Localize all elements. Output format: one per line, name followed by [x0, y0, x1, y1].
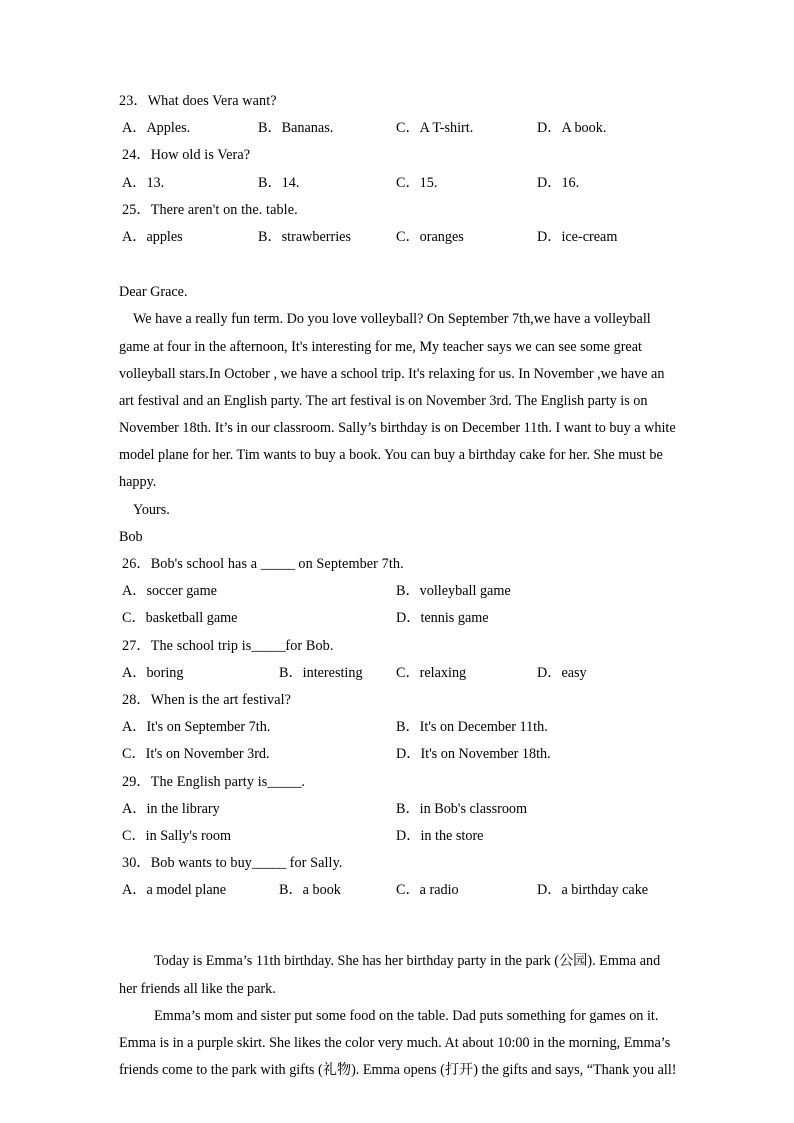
option-text: 13.: [146, 174, 165, 191]
letter-body-line: model plane for her. Tim wants to buy a book. You can buy a birthday cake for her. She must be: [119, 447, 663, 464]
option-letter: C．: [396, 120, 420, 137]
question-30-option-c[interactable]: [396, 877, 459, 904]
option-text: Apples.: [146, 120, 191, 137]
question-23-number: 23．: [119, 93, 148, 109]
question-30-option-d[interactable]: [537, 877, 648, 904]
question-28-options-row2: [119, 741, 684, 768]
option-text: boring: [146, 664, 184, 681]
option-text: interesting: [302, 664, 363, 681]
question-29-text-after: .: [301, 773, 305, 790]
question-29-text-before: The English party is: [150, 773, 268, 790]
emma-paragraph2-line: Emma is in a purple skirt. She likes the color very much. At about 10:00 in the morning, Emma’s: [119, 1035, 671, 1051]
question-24-stem: [119, 142, 684, 169]
question-26-text-after: on September 7th.: [294, 556, 404, 572]
question-26-options-row1: [119, 578, 684, 605]
option-text: a book: [302, 882, 341, 899]
option-letter: D．: [396, 746, 421, 763]
letter-signature: Bob: [119, 528, 143, 545]
question-29-options-row1: [119, 796, 684, 823]
question-27-text-before: The school trip is: [150, 637, 252, 654]
option-letter: D．: [537, 664, 562, 681]
question-26-option-b[interactable]: [396, 578, 511, 605]
question-27-option-d[interactable]: [537, 660, 587, 687]
option-letter: A．: [122, 664, 147, 681]
letter-passage: [119, 279, 676, 551]
question-30-text-before: Bob wants to buy: [150, 855, 252, 872]
question-27-option-c[interactable]: [396, 660, 466, 687]
question-26-number: 26．: [122, 556, 151, 572]
option-text: a birthday cake: [561, 882, 649, 899]
emma-paragraph2-line: friends come to the park with gifts (礼物). Emma opens (打开) the gifts and says, “Thank you all!: [119, 1062, 677, 1079]
question-26-blank: _____: [260, 556, 295, 572]
question-28-option-c[interactable]: [122, 741, 270, 768]
option-letter: D．: [537, 228, 562, 245]
option-text: It's on December 11th.: [419, 719, 548, 736]
option-text: basketball game: [145, 610, 238, 627]
question-23-option-d[interactable]: [537, 115, 606, 142]
option-text: apples: [146, 228, 183, 245]
question-27-blank: _____: [251, 637, 286, 654]
question-24-number: 24．: [122, 147, 151, 164]
question-28-number: 28．: [122, 691, 151, 708]
question-24-text: How old is Vera?: [150, 147, 251, 164]
emma-passage: [119, 948, 677, 1084]
question-27-stem: [119, 633, 684, 660]
option-text: easy: [561, 664, 587, 681]
question-24-option-d[interactable]: [537, 170, 579, 197]
question-29-option-a[interactable]: [122, 796, 220, 823]
option-text: in Sally's room: [145, 827, 231, 844]
option-letter: B．: [396, 719, 420, 736]
emma-paragraph2-line: Emma’s mom and sister put some food on the table. Dad puts something for games on it.: [154, 1007, 659, 1024]
question-27-text-after: for Bob.: [285, 637, 334, 654]
question-28-option-a[interactable]: [122, 714, 270, 741]
question-24-option-c[interactable]: [396, 170, 437, 197]
option-text: ice-cream: [561, 228, 618, 245]
question-24-option-a[interactable]: [122, 170, 164, 197]
option-letter: A．: [122, 228, 147, 245]
question-23-text: What does Vera want?: [147, 93, 277, 109]
question-27-option-b[interactable]: [279, 660, 363, 687]
question-25-stem: [119, 197, 684, 224]
option-text: relaxing: [419, 664, 467, 681]
option-letter: A．: [122, 120, 147, 137]
question-30-stem: [119, 850, 684, 877]
option-text: in Bob's classroom: [419, 800, 528, 817]
question-26-options-row2: [119, 605, 684, 632]
option-text: in the store: [420, 827, 484, 844]
option-text: It's on November 3rd.: [145, 746, 270, 763]
option-letter: C．: [396, 174, 420, 191]
emma-paragraph1-line: Today is Emma’s 11th birthday. She has her birthday party in the park (公园). Emma and: [154, 953, 661, 970]
option-letter: D．: [396, 827, 421, 844]
option-letter: C．: [122, 827, 146, 844]
option-letter: A．: [122, 882, 147, 899]
question-29-options-row2: [119, 823, 684, 850]
question-26-option-a[interactable]: [122, 578, 217, 605]
option-text: Bananas.: [281, 120, 334, 137]
letter-body-line: game at four in the afternoon, It's interesting for me, My teacher says we can see some great: [119, 338, 642, 355]
option-text: oranges: [419, 228, 464, 245]
option-letter: B．: [396, 800, 420, 817]
option-letter: D．: [396, 610, 421, 627]
option-text: volleyball game: [419, 583, 511, 600]
option-text: 15.: [419, 174, 438, 191]
letter-body-line: We have a really fun term. Do you love volleyball? On September 7th,we have a volleyball: [133, 311, 651, 328]
question-28-option-d[interactable]: [396, 741, 551, 768]
letter-salutation: Dear Grace.: [119, 284, 188, 301]
option-letter: B．: [396, 583, 420, 600]
letter-body-line: art festival and an English party. The art festival is on November 3rd. The English party is on: [119, 392, 648, 409]
question-25-option-d[interactable]: [537, 224, 617, 251]
option-text: It's on November 18th.: [420, 746, 551, 763]
question-23-options: [119, 115, 684, 142]
question-30-number: 30．: [122, 855, 151, 872]
option-letter: D．: [537, 120, 562, 137]
option-letter: D．: [537, 882, 562, 899]
question-30-option-b[interactable]: [279, 877, 341, 904]
question-25-number: 25．: [122, 201, 151, 218]
question-25-options: [119, 224, 684, 251]
question-30-text-after: for Sally.: [285, 855, 343, 872]
question-28-text-before: When is the art festival?: [150, 691, 292, 708]
question-30-options: [119, 877, 684, 904]
option-text: 16.: [561, 174, 580, 191]
letter-body-line: November 18th. It’s in our classroom. Sally’s birthday is on December 11th. I want to buy a white: [119, 420, 676, 437]
question-28-options-row1: [119, 714, 684, 741]
question-29-option-c[interactable]: [122, 823, 231, 850]
question-24-options: [119, 170, 684, 197]
emma-paragraph1-line: her friends all like the park.: [119, 980, 276, 997]
question-29-option-d[interactable]: [396, 823, 483, 850]
letter-closing: Yours.: [133, 501, 170, 518]
question-25-option-b[interactable]: [258, 224, 351, 251]
question-29-option-b[interactable]: [396, 796, 527, 823]
option-text: A T-shirt.: [419, 120, 474, 137]
option-letter: C．: [122, 746, 146, 763]
question-27-option-a[interactable]: [122, 660, 183, 687]
section-spacer-1: [119, 251, 684, 279]
question-27-options: [119, 660, 684, 687]
question-25-option-a[interactable]: [122, 224, 183, 251]
question-29-blank: _____: [267, 773, 302, 790]
option-letter: C．: [396, 882, 420, 899]
option-text: tennis game: [420, 610, 489, 627]
option-text: soccer game: [146, 583, 217, 600]
option-letter: D．: [537, 174, 562, 191]
option-text: A book.: [561, 120, 607, 137]
option-letter: B．: [258, 174, 282, 191]
option-letter: B．: [258, 228, 282, 245]
option-text: in the library: [146, 800, 220, 817]
question-30-option-a[interactable]: [122, 877, 226, 904]
option-letter: B．: [258, 120, 282, 137]
option-text: a radio: [419, 882, 459, 899]
question-28-stem: [119, 687, 684, 714]
letter-body-line: happy.: [119, 474, 157, 491]
question-28-option-b[interactable]: [396, 714, 548, 741]
question-26-option-d[interactable]: [396, 605, 489, 632]
option-text: strawberries: [281, 228, 351, 245]
question-29-number: 29．: [122, 773, 151, 790]
question-26-text-before: Bob's school has a: [150, 556, 261, 572]
question-24-option-b[interactable]: [258, 170, 299, 197]
question-26-option-c[interactable]: [122, 605, 237, 632]
section-spacer-2: [119, 904, 684, 948]
option-text: a model plane: [146, 882, 227, 899]
option-letter: A．: [122, 174, 147, 191]
question-23-option-b[interactable]: [258, 115, 333, 142]
option-letter: A．: [122, 719, 147, 736]
question-23-option-a[interactable]: [122, 115, 190, 142]
option-letter: C．: [122, 610, 146, 627]
option-letter: A．: [122, 583, 147, 600]
question-23-stem: [119, 88, 684, 115]
question-29-stem: [119, 769, 684, 796]
option-letter: C．: [396, 228, 420, 245]
question-25-text: There aren't on the. table.: [150, 201, 298, 218]
option-letter: B．: [279, 664, 303, 681]
option-letter: B．: [279, 882, 303, 899]
option-letter: C．: [396, 664, 420, 681]
question-23-option-c[interactable]: [396, 115, 473, 142]
question-30-blank: _____: [252, 855, 286, 872]
option-text: It's on September 7th.: [146, 719, 271, 736]
question-27-number: 27．: [122, 637, 151, 654]
question-26-stem: [119, 551, 684, 578]
letter-body-line: volleyball stars.In October , we have a school trip. It's relaxing for us. In November ,we have an: [119, 365, 665, 382]
question-25-option-c[interactable]: [396, 224, 464, 251]
option-text: 14.: [281, 174, 300, 191]
option-letter: A．: [122, 800, 147, 817]
